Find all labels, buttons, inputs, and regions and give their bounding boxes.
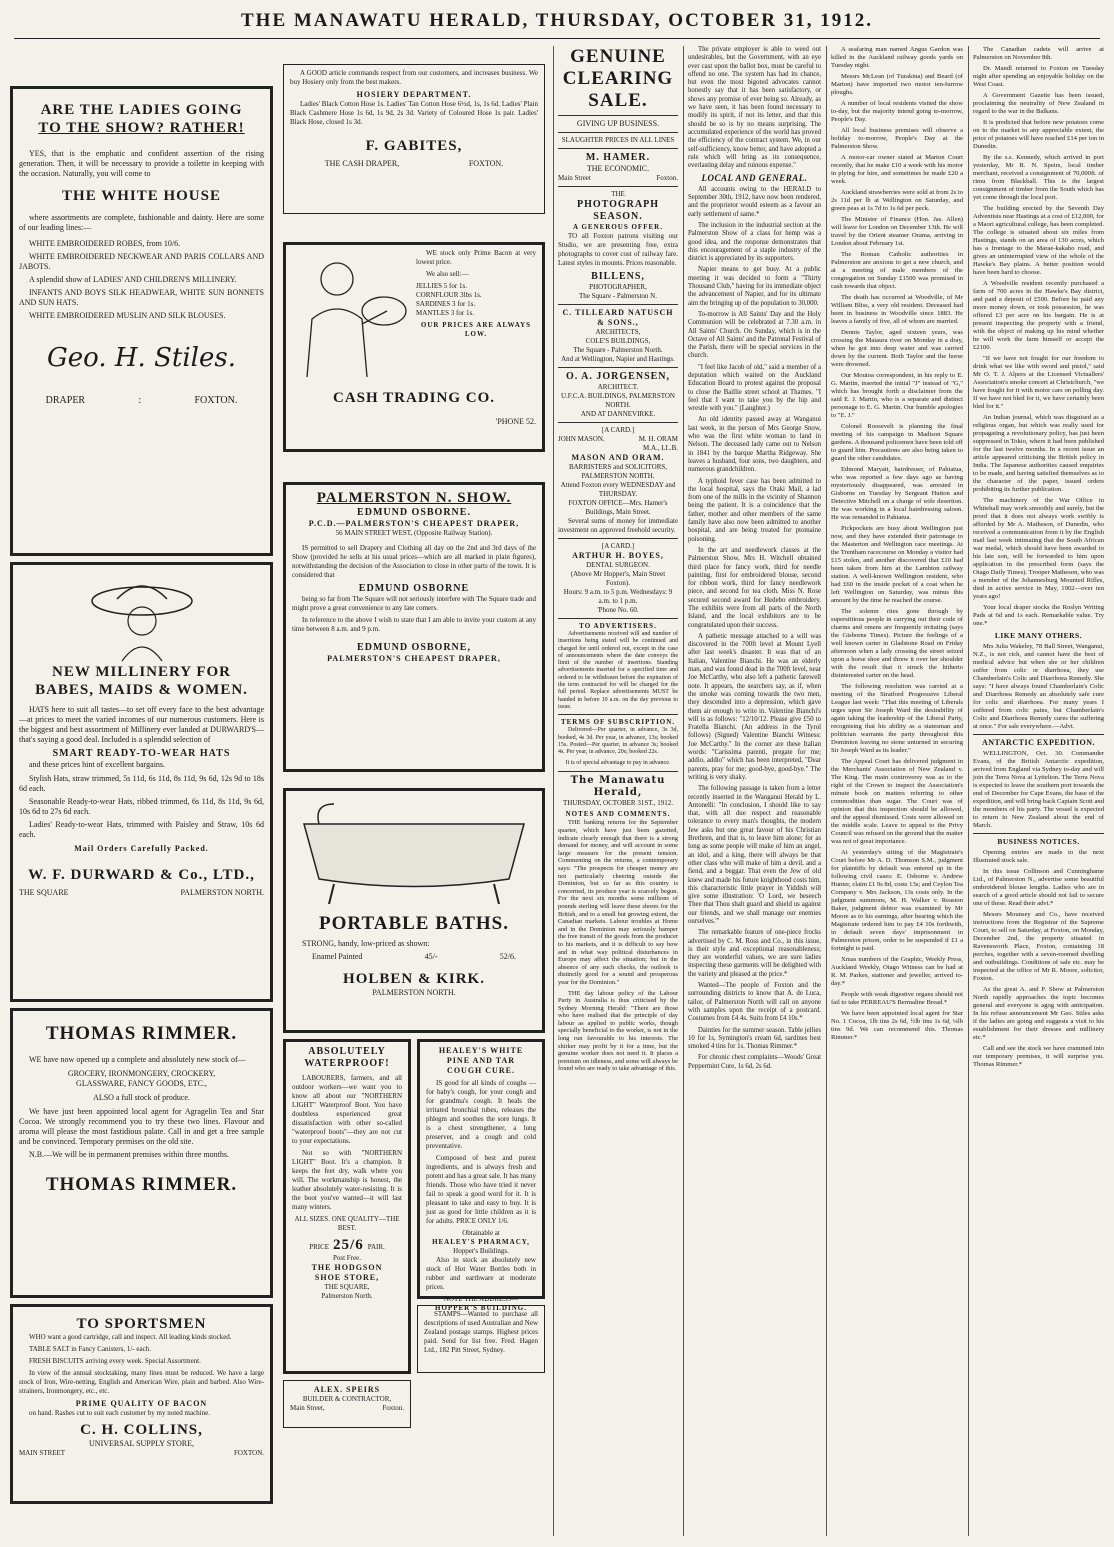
ad-stamps (417, 1305, 545, 1373)
ad-subtitle: GROCERY, IRONMONGERY, CROCKERY, (67, 1069, 216, 1078)
price-value: 45/- (424, 952, 438, 961)
firm-name: W. F. DURWARD & Co., LTD., (28, 867, 255, 883)
article-paragraph: In this issue Collinson and Cunninghame Ltd., of Palmerston N., advertise some beautiful embroidered blouse lengths. Ladies who are in search of a good article should not fail to secure one of these. Read their advt.* (973, 868, 1104, 907)
paper-title: The Manawatu Herald, (570, 775, 666, 799)
article-paragraph: Dr. Mandl returned to Foxton on Tuesday night after spending an enjoyable holiday on the West Coast. (973, 65, 1104, 88)
ad-rimmer (10, 1008, 273, 1298)
ad-text: 'Phone No. 60. (597, 606, 639, 614)
article-paragraph: The Appeal Court has delivered judgment in the Merchants' Association of New Zealand v. The King. The main controversy was as to the right of the Crown to inspect the Association's minute book on matters referring to other commodities than sugar. The Court was of opinion that this inspection should be allowed, and the appeal dismissed. Costs were allowed on the middle scale. Leave to appeal to the Privy Council was refused on the ground that the matter was not of great importance. (831, 758, 963, 845)
article-paragraph: The Roman Catholic authorities in Palmerston are anxious to get a new church, and at a meeting of male members of the congregation on Sunday £1500 was promised in cash towards that object. (831, 251, 963, 290)
signature: Geo. H. Stiles. (47, 343, 236, 373)
column-rule (553, 46, 554, 1536)
ad-text: being so far from The Square will not seriously interfere with The Square trade and might prove a great convenience to any late comers. (292, 595, 536, 612)
ad-collins (10, 1304, 273, 1504)
masthead-rule (14, 38, 1100, 39)
firm-name: O. A. JORGENSEN, (565, 371, 671, 382)
article-paragraph: Wanted—The people of Foxton and the surrounding districts to know that A. de Luca, tailor, of Palmerston North will call on anyone with samples upon the receipt of a postcard. Costumes from £4 4s. Suits from £4 10s.* (688, 982, 821, 1023)
price-line: Seasonable Ready-to-wear Hats, ribbed trimmed, 6s 11d, 8s 11d, 9s 6d, 10s 6d to 27s 6d each. (19, 797, 264, 816)
store-name: SHOE STORE, (314, 1273, 380, 1282)
ad-speirs (283, 1380, 411, 1428)
column-5 (831, 46, 963, 1045)
ad-footer (19, 395, 264, 407)
firm-name: EDMUND OSBORNE. (357, 507, 471, 518)
ad-text: And at Wellington, Napier and Hastings. (561, 355, 675, 363)
masthead: THE MANAWATU HERALD, THURSDAY, OCTOBER 31, 1912. (241, 10, 873, 31)
ad-footer (19, 888, 264, 898)
ad-text: BUILDER & CONTRACTOR, (302, 1395, 392, 1403)
article-paragraph: A typhoid fever case has been admitted to the local hospital, says the Otaki Mail, a lad from one of the mills in the vicinity of Shannon being the patient. It is a coincidence that the father, mother and other members of the same family have also now been admitted to another hospital, and are being treated for ptomaine poisoning. (688, 477, 821, 543)
partner: JOHN MASON. (558, 435, 605, 443)
list-item: WHITE EMBROIDERED MUSLIN AND SILK BLOUSES. (29, 311, 226, 320)
ad-text: In reference to the above I wish to state that I am able to invite your custom at any time between 8 a.m. and 9 p.m. (292, 616, 536, 633)
price-unit: PAIR. (367, 1243, 385, 1251)
ad-text: ARCHITECTS, (595, 328, 641, 336)
ad-text: YES, that is the emphatic and confident assertion of the rising generation. Then, it will be necessary to provide a toilette in keeping with the occasion. Naturally, you will come to (19, 149, 264, 178)
ad-title: PORTABLE BATHS. (319, 913, 509, 934)
price-label: PRICE (309, 1243, 330, 1251)
price-line (292, 952, 536, 962)
mail-orders: Mail Orders Carefully Packed. (74, 844, 209, 853)
ad-text: U.F.C.A. BUILDINGS, PALMERSTON NORTH. (561, 392, 675, 409)
ad-text: TO all Foxton patrons visiting our Studio, we are presenting free, extra photographs to cover cost of railway fare. Latest styles in mounts. Prices reasonable. (558, 232, 678, 267)
ad-subtitle: TERMS OF SUBSCRIPTION. (560, 718, 676, 727)
article-paragraph: A seafaring man named Angus Gardon was killed in the Auckland railway goods yards on Tuesday night. (831, 46, 963, 69)
price-line (292, 1236, 402, 1254)
partner: M. H. ORAM (638, 435, 678, 443)
column-rule (683, 46, 684, 1536)
ad-text: Not so with "NORTHERN LIGHT" Boot. It's a champion. It keeps the feet dry, walk where you will. The workmanship is honest, the leather absolutely water-resisting. It is the boot you've wanted—it will last many winters. (292, 1149, 402, 1211)
ad-text: FOXTON OFFICE—Mrs. Hamer's Buildings, Main Street. (568, 499, 668, 516)
article-paragraph: A motor-car owner stated at Marton Court recently, that he make £10 a week with his motor in plying for hire, and sometimes he made £20 a week. (831, 154, 963, 185)
ad-title: THOMAS RIMMER. (45, 1023, 238, 1044)
firm-name: EDMUND OSBORNE (358, 583, 470, 594)
footer-left: THE CASH DRAPER, (324, 159, 400, 168)
section-title: NOTES AND COMMENTS. (565, 810, 671, 819)
ad-subtitle: GLASSWARE, FANCY GOODS, ETC., (76, 1079, 207, 1088)
headline: SEASON. (593, 211, 643, 222)
ad-body (292, 249, 536, 379)
headline: SALE. (588, 90, 648, 111)
article-paragraph: For chronic chest complaints—Woods' Great Peppermint Cure, 1s 6d, 2s 6d. (688, 1054, 821, 1070)
article-paragraph: Dennis Taylor, aged sixteen years, was crossing the Mataura river on Monday in a dray, when he got into deep water and was carried down by the current. Both Taylor and the horse were drowned. (831, 329, 963, 368)
ad-text: In view of the annual stocktaking, many lines must be reduced. We have a large stock of Iron, Wire-netting, English and American Wire, plain and barbed. Also Wire-strainers, Ironmongery, etc., etc. (19, 1369, 264, 1395)
article-paragraph: THE day labour policy of the Labour Party in Australia is thus criticised by the Sydney Morning Herald: "There are those who have realised that the principle of day labour as applied to public works, though specially beneficial to the worker, is not in the long run favourable to his interests. The shirker may profit by it for a time, but the genuine worker does not need it. It places a premium on idleness, and some will always be found who are ready to take advantage of this. (558, 989, 678, 1073)
price-label: Enamel Painted (312, 952, 363, 961)
column-rule (826, 46, 827, 1536)
article-paragraph: Auckland strawberries were sold at from 2s to 2s 11d per lb at Wellington on Saturday, and green peas at 1s 7d to 1s 6d per peck. (831, 189, 963, 212)
article-paragraph: Messrs McLean (of Turakina) and Beard (of Marton) have imported two motor ten-furrow ploughs. (831, 73, 963, 96)
article-paragraph: The death has occurred at Woodville, of Mr William Bliss, a very old resident. Deceased had been in business in Woodville since 1883. He leaves a family of five, all of whom are married. (831, 294, 963, 325)
firm-name: HOLBEN & KIRK. (343, 971, 485, 987)
ad-footer: PALMERSTON NORTH. (372, 988, 456, 997)
list-item: WHITE EMBROIDERED NECKWEAR AND PARIS COLLARS AND JABOTS. (19, 252, 264, 271)
list-item: INFANTS AND BOYS SILK HEADWEAR, WHITE SUN BONNETS AND SUN HATS. (19, 288, 264, 307)
ad-title: TO SPORTSMEN (76, 1316, 207, 1332)
article-paragraph: Your local draper stocks the Roslyn Writing Pads at 6d and 1s each. Remarkable value. Try one.* (973, 604, 1104, 627)
article-paragraph: The following resolution was carried at a meeting of the Stratford Progressive Liberal League last week: "That this meeting of Liberals urges upon Sir Joseph Ward the desirability of again taking the leadership of the Liberal Party, recognising that his ability as a statesman and politician warrants the party throughout this Dominion leaving no stone unturned in securing Sir Joseph Ward as its leader." (831, 683, 963, 754)
price-value: 25/6 (333, 1237, 364, 1253)
store-name: THE ECONOMIC. (586, 164, 650, 173)
ad-text: It is of special advantage to pay in advance. (565, 760, 671, 767)
phone: 'PHONE 52. (495, 417, 536, 426)
ad-text: LABOURERS, farmers, and all outdoor workers—we want you to know all about our "NORTHERN LIGHT" Waterproof Boot. You have doubtless experienced great dissatisfaction with other so-called "waterproof boots"—they are not cut to your expectations. (292, 1074, 402, 1145)
column-rule (968, 46, 969, 1536)
article-paragraph: Dainties for the summer season. Table jellies 10 for 1s, Symington's cream 6d, sardines best smoked 4 tins for 1s. Thomas Rimmer.* (688, 1026, 821, 1051)
article-paragraph: Our Moutoa correspondent, in his reply to E. G. Martin, inserted the initial "J" instead of "G," which has brought forth a disclaimer from the said E. J. Martin, who is a separate and distinct personage to E. G. Martin. Our humble apologies to "E. J." (831, 372, 963, 419)
article-paragraph: "If we have not fought for our freedom to drink what we like with sword and pistol," said Mr O. T. J. Alpers at the Licensed Victuallers' Association's smoke concert at Christchurch, "we have fought for it with motor cars on polling day. If we have not bled for it, we have certainly been bled for it." (973, 355, 1104, 410)
bath-illustration (294, 799, 534, 909)
ad-text: DENTAL SURGEON. (586, 561, 650, 569)
article-paragraph: In the art and needlework classes at the Palmerston Show, Mrs H. Witchell obtained third place for fancy work, third for needle painting, first for embroidered blouse, second for ribbon work, third for fancy needlework piece, and second for tea cloth. Miss N. Rose secured second award for Hedebo embroidery. The exhibits were from all parts of the North Island, and the local exhibitors are to be congratulated upon their success. (688, 546, 821, 629)
column-4 (688, 46, 821, 1074)
article-paragraph: The inclusion in the industrial section at the Palmerston Show of a class for hemp was a good idea, and the response demonstrates that this encouragement of a staple industry of the district is appreciated by its supporters. (688, 221, 821, 263)
footer-right: Foxton. (382, 1404, 404, 1412)
footer-left: Main Street (558, 174, 591, 182)
article-paragraph: A Government Gazette has been issued, proclaiming the neutrality of New Zealand in regard to the war in the Balkans. (973, 92, 1104, 115)
ad-text: IS good for all kinds of coughs — for baby's cough, for your cough and for grandma's cough. It heals the irritated bronchial tubes, releases the phlegm and soothes the sore lungs. It is a chest strengthener, a lung preserver, and a cough and cold preventative. (426, 1079, 536, 1150)
list-item: A splendid show of LADIES' AND CHILDREN'S MILLINERY. (29, 275, 237, 284)
article-paragraph: Opening entries are made to the next Illustrated stock sale. (973, 849, 1104, 864)
article-paragraph: The Canadian cadets will arrive at Palmerston on November 8th. (973, 46, 1104, 61)
list-item: JELLIES 5 for 1s. (416, 282, 467, 290)
ad-footer (558, 174, 678, 183)
ad-text: Hours: 9 a.m. to 5 p.m. Wednesdays: 9 a.m. to 1 p.m. (563, 588, 673, 605)
section-title: LIKE MANY OTHERS. (994, 631, 1083, 640)
ad-text: (Above Mr Hopper's, Main Street Foxton). (570, 570, 666, 587)
footer-left: DRAPER (45, 395, 86, 406)
list-item: CORNFLOUR 3lbs 1s. (416, 291, 482, 299)
headline: CLEARING (562, 68, 674, 89)
ad-title: COUGH CURE. (447, 1066, 515, 1075)
article-paragraph: Xmas numbers of the Graphic, Weekly Press, Auckland Weekly, Otago Witness can be had at R. M. Parkes, stationer and jeweller, arrived to-day.* (831, 956, 963, 987)
ad-subtitle: P.C.D.—PALMERSTON'S CHEAPEST DRAPER, (308, 519, 520, 528)
store-name: THE WHITE HOUSE (62, 188, 221, 204)
ad-text: STAMPS—Wanted to purchase all descriptions of used Australian and New Zealand postage stamps. Highest prices paid. Send for list free. Fred. Hagen Ltd., 182 Pitt Street, Sydney. (424, 1310, 538, 1354)
section-title: BUSINESS NOTICES. (997, 837, 1080, 846)
ad-text: [A CARD.] (601, 426, 635, 434)
article-paragraph: An Indian journal, which was disguised as a religious organ, but which was really used for propagating a revolutionary policy, has just been suppressed in Tokio, where it had been published for the last twelve months. In a recent issue an article appeared criticising the British policy in India. The Japanese authorities caused enquiries to be made, and having satisfied themselves as to the character of the paper, issued orders prohibiting its further publication. (973, 414, 1104, 493)
ad-white-house (10, 86, 273, 556)
article-paragraph: As the great A. and P. Show at Palmerston North rapidly approaches the topic becomes general and everyone is agog with anticipation. In his refuse announcement Mr Geo. Stiles asks if the ladies are going and suggests a visit to his establishment for their dresses and millinery etc.* (973, 986, 1104, 1041)
ad-text: We also sell:— (426, 270, 469, 278)
article-paragraph: Napier means to get busy. At a public meeting it was decided to form a "Thirty Thousand Club," having for its immediate object the advancement of Napier, and for its ultimate aim the bringing up of the population to 30,000. (688, 266, 821, 307)
ad-text: FRESH BISCUITS arriving every week. Special Assortment. (29, 1357, 201, 1365)
ad-subtitle: HOSIERY DEPARTMENT. (356, 90, 472, 99)
price-line: Ladies' Ready-to-wear Hats, trimmed with Paisley and Straw, 10s 6d each. (19, 820, 264, 839)
article-paragraph: Colonel Roosevelt is planning the final meeting of his campaign in Madison Square gardens. A thousand policemen have been told off to guard him. Precautions are also being taken to guard the other candidates. (831, 423, 963, 462)
ad-durward (10, 562, 273, 1002)
ad-subtitle: OUR PRICES ARE ALWAYS LOW. (420, 321, 532, 338)
list-item: MANTLES 3 for 1s. (416, 309, 474, 317)
ad-subtitle: PRIME QUALITY OF BACON (75, 1399, 208, 1408)
ad-footer: PALMERSTON'S CHEAPEST DRAPER, (327, 654, 501, 663)
ad-text: The Square - Palmerston N. (579, 292, 657, 300)
firm-name: C. TILLEARD NATUSCH & SONS., (562, 308, 674, 327)
ad-text: BARRISTERS and SOLICITORS, PALMERSTON NORTH. (568, 463, 668, 480)
ad-text: [A CARD.] (601, 542, 635, 550)
ad-text: Several sums of money for immediate investment on approved freehold security. (558, 517, 678, 534)
firm-name: EDMUND OSBORNE, (357, 642, 471, 653)
ad-title: BABES, MAIDS & WOMEN. (35, 682, 248, 698)
ad-footer (290, 159, 538, 169)
footer-left: MAIN STREET (19, 1449, 66, 1457)
store-addr: Palmerston North. (321, 1292, 373, 1300)
ad-osborne (283, 482, 545, 772)
ad-text: Delivered—Per quarter, in advance, 3s 3d, booked, 4s 3d. Per year, in advance, 13s; booked 15s. Posted—Per quarter, in advance 3s; booked 4s. Per year, in advance, 20s; booked 22s. (558, 727, 678, 756)
ad-subtitle: A GENEROUS OFFER. (573, 223, 663, 231)
partner-degree: M.A., LL.B. (643, 444, 678, 452)
column-3 (558, 46, 678, 1076)
article-paragraph: To-morrow is All Saints' Day and the Holy Communion will be celebrated at 7.30 a.m. in All Saints' Church. On Sunday, which is in the Octave of All Saints' and the Patronal Festival of the Parish, there will be special services in the church. (688, 310, 821, 360)
ad-text: on hand. Rashes cut to suit each customer by my noted machine. (29, 1409, 210, 1417)
grocer-illustration (292, 249, 412, 379)
ad-title: NEW MILLINERY FOR (52, 664, 231, 680)
ad-title: TO THE SHOW? RATHER! (38, 120, 245, 136)
article-paragraph: Messrs Mounsey and Co., have received instructions from the Registrar of the Supreme Court, to sell on Saturday, at Foxton, on Monday, December 2nd, the property situated in Ravensworth Place, Foxton, containing 18 perches, together with a seven-roomed dwelling and outbuildings. Conditions of sale etc. may be inspected at the office of Mr R. Moore, solicitor, Foxton. (973, 911, 1104, 982)
ad-title: WATERPROOF! (304, 1058, 390, 1069)
ad-title: PINE AND TAR (446, 1056, 516, 1065)
paper-date: THURSDAY, OCTOBER 31ST., 1912. (562, 799, 673, 808)
ad-text: AND AT DANNEVIRKE. (580, 410, 656, 418)
article-paragraph: People with weak digestive organs should not fail to take PERREAU'S Bermaline Bread.* (831, 991, 963, 1006)
ad-text: N.B.—We will be in permanent premises within three months. (29, 1150, 229, 1159)
ad-text: WE stock only Prime Bacon at very lowest price. (416, 249, 536, 266)
ad-text: Attend Foxton every WEDNESDAY and THURSDAY. (560, 481, 676, 498)
ad-subtitle: TO ADVERTISERS. (579, 622, 657, 630)
ad-text: Advertisements received will and number of insertions being stated will be continued and charged for until ordered out, except in the case of announcements where the date conveys the limit of the number of insertions. Standing advertisements inserted for a specified time and ordered to be withdrawn before the expiration of the term contracted for will be charged for the full period. Replace advertisements MUST be handed in before 10 a.m. on the day previous to issue. (558, 631, 678, 710)
column-6 (973, 46, 1104, 1072)
article-paragraph: WELLINGTON, Oct. 30. Commander Evans, of the British Antarctic expedition, arrived from England via Sydney to-day and will join the Terra Nova at Lyttelton. The Terra Nova is expected to leave the southern port towards the end of December for Cape Evans, the base of the expedition, and will bring back Captain Scott and the members of his party. The vessel is expected to return to New Zealand about the end of March. (973, 750, 1104, 829)
article-paragraph: A pathetic message attached to a will was discovered in the 700ft level at Mount Lyell after last week's disaster. It was that of an Italian, Valentine Bianchi. He was an elderly man, and was found dead in the 700ft level, near Joe McCarthy, who also left a pathetic farewell note. It appears, the searchers say, as if, when the smoke was coming towards the two men, they descended into a depression, which gave them air enough to write in. Valentine Bianchi's will is as follows: "12/10/12. Please give £50 to Fratella Bianchi. (An address in the Tyrol follows) (Signed) Valentine Bianchi Witness: Joe McCarthy." In the corner are these Italian words: "Carissima parenti, pregate for me; addio, addio" which has been interpreted, "Dear parents, pray for me; good-bye, good-bye." The writing is very shaky. (688, 632, 821, 781)
ad-text: ALSO a full stock of produce. (93, 1093, 190, 1102)
footer-left: Main Street, (290, 1404, 325, 1412)
headline: GENUINE (570, 46, 666, 67)
firm-name: MASON AND ORAM. (571, 453, 665, 462)
ad-healey (417, 1039, 545, 1312)
article-paragraph: At yesterday's sitting of the Magistrate's Court before Mr A. D. Thomson S.M., judgment for plaintiffs by default was entered up in the following civil cases: E. Osborne v. Andrew Hunter, claim £1 9s 8d, costs 13s; and Ceylon Tea Company v. Mrs Jackson, 13s costs only. In the judgment summons, M. H. Walker v. Reaston Baker, judgment debtor was examined by Mr Moore as to his earnings, after hearing which the Magistrate ordered him to pay £4 10s forthwith, in default seven days' imprisonment in Palmerston prison, order to be suspended if £1 a fortnight is paid. (831, 849, 963, 952)
ad-footer: THOMAS RIMMER. (45, 1174, 238, 1195)
firm-name: ALEX. SPEIRS (313, 1385, 381, 1394)
article-paragraph: Mrs Julia Wakeley, 78 Ball Street, Wanganui, N.Z., is not rich, and cannot have the best of medical advice but when she or her children suffer from colic or diarrhoea, they use Chamberlain's Colic and Diarrhoea Remedy. She says: "I have always found Chamberlain's Colic and Diarrhoea Remedy an absolutely safe cure for colic and diarrhoea. For many years I suffered from colic pains, but Chamberlain's Colic and Diarrhoea Remedy cures the suffering at once." For sale everywhere.—Advt. (973, 643, 1104, 730)
ad-text: We have just been appointed local agent for Agragelin Tea and Star Cocoa. We strongly recommend you to try these two lines. Flavour and aroma will please the most fastidious palate. Call in and get a free sample and be convinced. Temporary premises on the old site. (19, 1107, 264, 1146)
footer-left: THE SQUARE (19, 888, 69, 897)
ad-gabites (283, 64, 545, 214)
ad-list (412, 249, 536, 379)
article-paragraph: All local business premises will observe a holiday to-morrow, People's Day at the Palmerston Show. (831, 127, 963, 150)
ad-text: WE have now opened up a complete and absolutely new stock of— (29, 1055, 246, 1064)
partner-names (558, 435, 678, 444)
ad-title: ARE THE LADIES GOING (40, 102, 243, 118)
ad-cash-trading (283, 242, 545, 452)
article-paragraph: THE banking returns for the September quarter, which have just been gazetted, indicate clearly enough that there is a strong demand for money, and will account in some large measure for the present tension. Commenting on the returns, a contemporary says: "The prospects for cheaper money are not particularly cheering outside the Dominion, but so far as this country is concerned, its produce year is scarcely begun. For the next six months some millions of pounds sterling will leave these shores for the British, and to a small but growing extent, the Canadian markets. Labour troubles at Home and in the Dominion may seriously hamper the free transit of the goods from the producer to his markets, and it is difficult to say how and in what way political disturbances in Europe may affect the situation; but in the absence of any such checks, the outlook is distinctly good for a sound and prosperous year for the Dominion." (558, 819, 678, 986)
footer-right: PALMERSTON NORTH. (180, 888, 264, 897)
article-paragraph: Call and see the stock we have crammed into our temporary premises, it will surprise you. Thomas Rimmer.* (973, 1045, 1104, 1068)
store-addr: Hopper's Buildings. (453, 1247, 509, 1255)
ad-text: TABLE SALT in Fancy Canisters, 1/- each. (29, 1345, 151, 1353)
headline: PHOTOGRAPH (576, 199, 660, 210)
article-paragraph: "I feel like Jacob of old," said a member of a deputation which waited on the Auckland Education Board to protest against the proposal to close the Baillie street school at Thames. "I feel that I want to take you by the hip and wrestle with you." (Laughter.) (688, 363, 821, 413)
article-paragraph: Edmond Maryatt, hairdresser, of Pahiatua, who was reported a few days ago as having mysteriously disappeared, was arrested in Gisborne on Tuesday by Sergeant Hutton and Detective Mitchell on a charge of wife desertion. He was working in a local hairdressing saloon. He was remanded to Pahiatua. (831, 466, 963, 521)
ad-text: IS permitted to sell Drapery and Clothing all day on the 2nd and 3rd days of the Show (provided he sells at his usual prices—which are all marked in plain figures), notwithstanding the decision of the Association to close in other parts of the town. It is considered that (292, 544, 536, 579)
footer-sep: : (138, 395, 142, 406)
ad-text: COLE'S BUILDINGS, (585, 337, 651, 345)
footer-right: FOXTON. (468, 159, 504, 168)
section-title: ANTARCTIC EXPEDITION. (981, 738, 1096, 747)
ad-text: Composed of best and purest ingredients, and is always fresh and potent and has a great sale. It has many friends. Those who have tried it never fail to speak a good word for it. It is pleasant to take and easy to buy. It is just as good for little children as it is for adults. PRICE ONLY 1/6. (426, 1154, 536, 1225)
firm-name: M. HAMER. (585, 152, 651, 163)
price-value: 52/6. (499, 952, 516, 961)
footer-right: FOXTON. (194, 395, 238, 406)
article-paragraph: The remarkable feature of one-piece frocks advertised by C. M. Ross and Co., in this issue, is their style and exceptional reasonableness; they are wonderful values, we are sure ladies inspecting these garments will be delighted with the variety and pleased at the price.* (688, 929, 821, 978)
ad-text: WHO want a good cartridge, call and inspect. All leading kinds stocked. (29, 1333, 232, 1341)
article-paragraph: By the s.s. Kennedy, which arrived in port yesterday, Mr R. N. Speirs, local timber merchant, received a consignment of 70,000ft. of rimu from Blackball. This is the largest consignment of timber from the South which has yet come through the local port. (973, 154, 1104, 201)
ad-text: A GOOD article commands respect from our customers, and increases business. We buy Hosiery only from the best makers. (290, 69, 538, 86)
ad-footer (290, 1404, 404, 1413)
article-paragraph: An old identity passed away at Wanganui last week, in the person of Mrs George Snow, who was the first white woman to land in Nelson. The deceased lady came out to Nelson in 1841 by the barque Martha Ridgeway. She leaves a husband, four sons, two daughters, and numerous grandchildren. (688, 416, 821, 474)
ad-title: PALMERSTON N. SHOW. (316, 490, 512, 506)
ad-stack (417, 1039, 545, 1380)
article-paragraph: A number of local residents visited the show to-day, but the majority intend going to-morrow, People's Day. (831, 100, 963, 123)
ad-text: THE (611, 190, 625, 198)
firm-name: BILLENS, (591, 271, 645, 282)
ad-text: Obtainable at (462, 1229, 500, 1237)
store-name: HEALEY'S PHARMACY, (432, 1238, 530, 1246)
store-name: UNIVERSAL SUPPLY STORE, (89, 1439, 194, 1448)
list-item: SARDINES 3 for 1s. (416, 300, 476, 308)
ad-text: and these prices hint of excellent bargains. (29, 760, 166, 769)
ad-baths (283, 788, 545, 1033)
article-paragraph: A Woodville resident recently purchased a farm of 700 acres in the Hawke's Bay district, and paid a deposit of £500. Before he paid any more money down, or took possession, he was offered £3 per acre on his bargain. He is at present inspecting the property with a friend, with the object of making up his mind whether he will work the farm himself or accept the £2100. (973, 280, 1104, 351)
article-paragraph: The Minister of Finance (Hon. Jas. Allen) will leave for London on December 13th. He will travel by the Orient steamer Orama, arriving in London about February 1st. (831, 216, 963, 247)
ad-text: PHOTOGRAPHER, (589, 283, 647, 291)
article-paragraph: Pickpockets are busy about Wellington just now, and they have extended their patronage to the Masterton and Wellington race meetings. At the Trentham racecourse on Monday a visitor had £15 stolen, and another discovered that £10 had been taken from him at the Lambton railway station. A well-known Wellington resident, who had £60 in the inside pocket of a coat when he left Wellington on Saturday, was minus this amount by the time he reached the course. (831, 525, 963, 604)
article-paragraph: The building erected by the Seventh Day Adventists near Hastings at a cost of £12,000, for a Maori agricultural college, has been completed. The college is situated about six miles from Hastings, stands on an area of 130 acres, which has a frontage to the Marae-kakaho road, and gives an uninterrupted view of the whole of the Hawke's Bay plains. A better position would have been hard to choose. (973, 205, 1104, 276)
lady-hat-illustration (87, 573, 197, 663)
firm-name: CASH TRADING CO. (333, 390, 495, 406)
ad-text: STRONG, handy, low-priced as shown: (302, 939, 430, 948)
firm-name: F. GABITES, (365, 138, 463, 154)
article-paragraph: The private employer is able to weed out undesirables, but the Government, with an eye ever cast upon the ballot box, must be careful to offend no one. The system has had its chance, but even the most bigoted advocates cannot honestly say that it has been satisfactory, or shows any promise of ever being so. Already, as we have seen, it has been found necessary to modify its spirit, if not its letter, and that this should be so is by no means surprising. The accumulated experience of the world has proved the efficiency of the contract system. We, in our self-sufficiency, know better, and have adopted a rule which will bring as its consequence, everlasting delay and ruinous expense." (688, 46, 821, 170)
firm-name: ARTHUR H. BOYES, (572, 551, 664, 560)
ad-subtitle: GIVING UP BUSINESS. (576, 119, 660, 128)
ad-text: Post Free. (333, 1254, 361, 1262)
ad-text: HATS here to suit all tastes—to set off every face to the best advantage—at prices to meet the varied incomes of our numerous customers. Here is the biggest and best assortment of Millinery ever landed at DURWARD'S—that's saying a good deal. Included is a splendid selection of (19, 705, 264, 744)
ad-text: where assortments are complete, fashionable and dainty. Here are some of our leading lines:— (19, 213, 264, 232)
ad-text: NOTE THE ADDRESS— (443, 1295, 519, 1303)
article-paragraph: The solemn rites gone through by superstitious people in carrying out their code of charms and omens are frequently irritating (says the Gisborne Times). Picture the feelings of a well known carter in Gladstone Road on Friday afternoon when a lady crossing the street seized upon a horse shoe and threw it over her shoulder with the result that it struck the hitherto disinterested carter on the head. (831, 608, 963, 679)
ad-title: HEALEY'S WHITE (438, 1046, 524, 1055)
list-item: WHITE EMBROIDERED ROBES, from 10/6. (29, 239, 181, 248)
article-paragraph: We have been appointed local agent for Star No. 1 Cocoa, 1lb tins 2s 6d, ½lb tins 1s 6d, ¼lb tins 9d. We can recommend this. Thomas Rimmer.* (831, 1010, 963, 1041)
ad-text: Ladies' Black Cotton Hose 1s. Ladies' Tan Cotton Hose 6½d, 1s, 1s 6d. Ladies' Plain Black Cashmere Hose 1s 6d, 1s 9d, 2s 3d. Variety of Coloured Hose 1s pair. Ladies' Black Hose, closed 1s 3d. (290, 100, 538, 126)
article-paragraph: All accounts owing to the HERALD to September 30th, 1912, have now been rendered, and the proprietor would esteem as a favour an early settlement of same.* (688, 185, 821, 218)
store-name: THE HODGSON (311, 1263, 383, 1272)
store-addr: HOPPER'S BUILDING. (435, 1304, 527, 1312)
firm-name: C. H. COLLINS, (80, 1422, 203, 1438)
ad-subtitle: SLAUGHTER PRICES IN ALL LINES (561, 136, 675, 144)
ad-footer (19, 1449, 264, 1458)
ad-row (283, 1039, 545, 1380)
article-paragraph: The machinery of the War Office in Whitehall may work smoothly and surely, but the proof that it does not always work swiftly is afforded by Mr A. Matheson, of Dunedin, who received a communication from it by the English mail last week intimating that the South African war medal, which should have been awarded to his late son, will be forwarded to him upon application in the prescribed form (says the Otago Daily Times). Trooper Matheson, who was a member of the Johannesburg Mounted Rifles, died in active service in May, 1902—over ten years ago! (973, 497, 1104, 600)
ad-title: ABSOLUTELY (308, 1046, 386, 1057)
store-addr: THE SQUARE, (324, 1283, 370, 1291)
ad-subtitle: SMART READY-TO-WEAR HATS (52, 748, 231, 759)
section-title: LOCAL AND GENERAL. (701, 173, 808, 184)
column-1 (10, 46, 273, 1510)
article-paragraph: It is predicted that before new potatoes come on to the market to any appreciable extent, the price of potatoes will have reached £14 per ton in Dunedin. (973, 119, 1104, 150)
ad-text: The Square - Palmerston North. (573, 346, 663, 354)
footer-right: FOXTON. (233, 1449, 264, 1457)
footer-right: Foxton. (656, 174, 678, 182)
ad-text: ARCHITECT. (597, 383, 639, 391)
ad-text: Also in stock an absolutely new stock of Hot Water Bottles both in rubber and earthware at moderate prices. (426, 1256, 536, 1291)
ad-text: 56 MAIN STREET WEST, (Opposite Railway Station). (335, 529, 493, 537)
ad-text: ALL SIZES. ONE QUALITY—THE BEST. (294, 1215, 400, 1232)
column-2 (283, 46, 545, 1434)
article-paragraph: The following passage is taken from a letter recently inserted in the Wanganui Herald by L. Antonelli: "In conclusion, I should like to say that, with all due respect and reasonable tolerance to every man's thoughts, the modern Jew asks but one great favour of his Christian Brethren, and that is, to leave him alone; for as long as some people will make of him an angel, an idol, and a king, there will always be that other class who will make of him a devil, and a fiend, and a beggar. That even the Jew of old knew and made his future knighthood costs him, this characteristic little prayer in Yiddish will give some illustration: 'O Lord, we beseech Thee that Thou shalt guard and shield us against our friends, and we shall manage our enemies ourselves.'" (688, 785, 821, 925)
price-line: Stylish Hats, straw trimmed, 5s 11d, 6s 11d, 8s 11d, 9s 6d, 12s 9d to 18s 6d each. (19, 774, 264, 793)
ad-waterproof (283, 1039, 411, 1374)
